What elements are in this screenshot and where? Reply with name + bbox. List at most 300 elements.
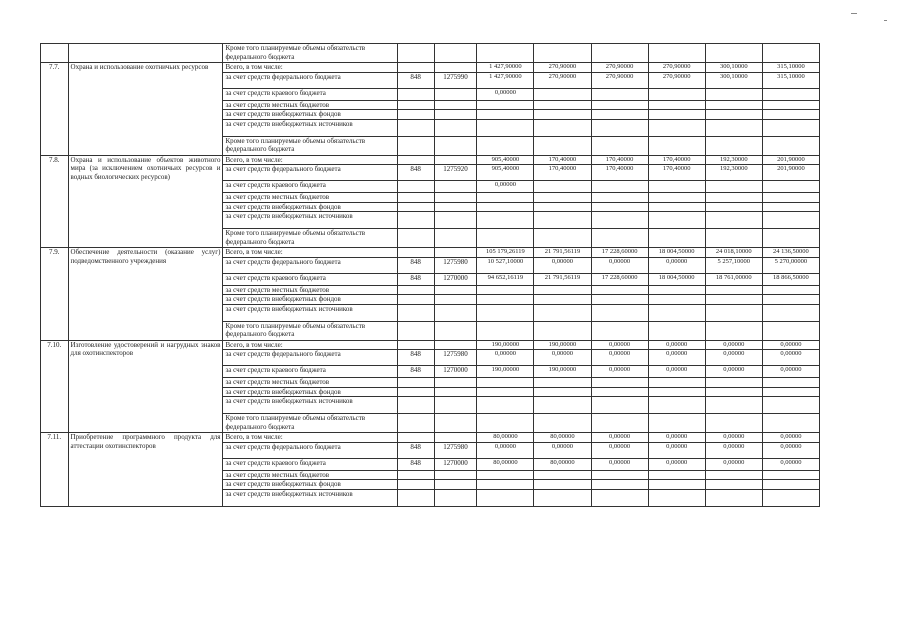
amount-cell: 5 270,00000 bbox=[762, 257, 819, 273]
kcsr-code: 1270000 bbox=[434, 273, 477, 285]
amount-cell bbox=[534, 295, 591, 305]
amount-cell: 0,00000 bbox=[534, 350, 591, 366]
amount-cell bbox=[762, 387, 819, 397]
row-number: 7.11. bbox=[41, 433, 69, 507]
amount-cell bbox=[477, 387, 534, 397]
amount-cell: 80,00000 bbox=[534, 433, 591, 443]
grbs-code bbox=[397, 212, 434, 229]
source-label: за счет средств краевого бюджета bbox=[223, 88, 397, 100]
grbs-code bbox=[397, 119, 434, 136]
amount-cell bbox=[762, 480, 819, 490]
kcsr-code bbox=[434, 119, 477, 136]
amount-cell bbox=[534, 321, 591, 340]
amount-cell: 0,00000 bbox=[534, 442, 591, 458]
grbs-code bbox=[397, 387, 434, 397]
amount-cell bbox=[534, 489, 591, 506]
amount-cell: 18 004,50000 bbox=[648, 273, 705, 285]
amount-cell: 0,00000 bbox=[762, 433, 819, 443]
amount-cell: 270,90000 bbox=[591, 72, 648, 88]
amount-cell: 190,00000 bbox=[534, 366, 591, 378]
amount-cell: 170,40000 bbox=[648, 165, 705, 181]
grbs-code bbox=[397, 340, 434, 350]
amount-cell: 270,90000 bbox=[534, 72, 591, 88]
amount-cell: 21 791,56119 bbox=[534, 273, 591, 285]
amount-cell bbox=[762, 44, 819, 63]
kcsr-code bbox=[434, 387, 477, 397]
amount-cell: 24 018,10000 bbox=[705, 248, 762, 258]
amount-cell bbox=[534, 202, 591, 212]
amount-cell bbox=[591, 304, 648, 321]
amount-cell bbox=[477, 212, 534, 229]
grbs-code bbox=[397, 480, 434, 490]
grbs-code bbox=[397, 155, 434, 165]
amount-cell bbox=[477, 202, 534, 212]
grbs-code bbox=[397, 110, 434, 120]
amount-cell: 0,00000 bbox=[762, 442, 819, 458]
source-label: за счет средств федерального бюджета bbox=[223, 165, 397, 181]
kcsr-code bbox=[434, 181, 477, 193]
amount-cell bbox=[762, 397, 819, 414]
kcsr-code bbox=[434, 136, 477, 155]
amount-cell: 94 652,16119 bbox=[477, 273, 534, 285]
amount-cell: 17 228,60000 bbox=[591, 248, 648, 258]
amount-cell bbox=[762, 304, 819, 321]
amount-cell: 18 004,50000 bbox=[648, 248, 705, 258]
grbs-code: 848 bbox=[397, 72, 434, 88]
amount-cell: 315,10000 bbox=[762, 63, 819, 73]
amount-cell bbox=[648, 304, 705, 321]
amount-cell bbox=[591, 397, 648, 414]
amount-cell bbox=[762, 88, 819, 100]
amount-cell bbox=[648, 202, 705, 212]
amount-cell bbox=[762, 414, 819, 433]
amount-cell bbox=[591, 387, 648, 397]
amount-cell: 190,00000 bbox=[534, 340, 591, 350]
kcsr-code bbox=[434, 321, 477, 340]
amount-cell bbox=[762, 181, 819, 193]
amount-cell: 0,00000 bbox=[648, 350, 705, 366]
amount-cell bbox=[762, 212, 819, 229]
kcsr-code bbox=[434, 202, 477, 212]
amount-cell bbox=[591, 285, 648, 295]
source-label: за счет средств федерального бюджета bbox=[223, 257, 397, 273]
source-label: за счет средств внебюджетных фондов bbox=[223, 202, 397, 212]
grbs-code bbox=[397, 88, 434, 100]
amount-cell: 0,00000 bbox=[591, 366, 648, 378]
amount-cell bbox=[534, 387, 591, 397]
amount-cell bbox=[591, 110, 648, 120]
amount-cell bbox=[477, 110, 534, 120]
amount-cell: 300,10000 bbox=[705, 63, 762, 73]
amount-cell bbox=[705, 321, 762, 340]
grbs-code bbox=[397, 193, 434, 203]
amount-cell: 105 179,26119 bbox=[477, 248, 534, 258]
amount-cell bbox=[705, 470, 762, 480]
amount-cell: 80,00000 bbox=[534, 458, 591, 470]
grbs-code: 848 bbox=[397, 458, 434, 470]
kcsr-code bbox=[434, 88, 477, 100]
amount-cell bbox=[477, 397, 534, 414]
source-label: Кроме того планируемые объемы обязательств федерального бюджета bbox=[223, 321, 397, 340]
amount-cell: 201,90000 bbox=[762, 165, 819, 181]
source-label: за счет средств внебюджетных фондов bbox=[223, 295, 397, 305]
amount-cell bbox=[591, 229, 648, 248]
amount-cell: 0,00000 bbox=[762, 366, 819, 378]
amount-cell: 18 761,00000 bbox=[705, 273, 762, 285]
grbs-code bbox=[397, 489, 434, 506]
amount-cell: 0,00000 bbox=[591, 433, 648, 443]
amount-cell: 190,00000 bbox=[477, 366, 534, 378]
grbs-code bbox=[397, 248, 434, 258]
kcsr-code bbox=[434, 433, 477, 443]
kcsr-code bbox=[434, 100, 477, 110]
amount-cell bbox=[648, 378, 705, 388]
amount-cell bbox=[534, 378, 591, 388]
kcsr-code bbox=[434, 295, 477, 305]
amount-cell bbox=[762, 110, 819, 120]
amount-cell bbox=[648, 100, 705, 110]
amount-cell bbox=[762, 470, 819, 480]
amount-cell bbox=[591, 378, 648, 388]
amount-cell bbox=[477, 470, 534, 480]
grbs-code: 848 bbox=[397, 273, 434, 285]
amount-cell: 0,00000 bbox=[534, 257, 591, 273]
amount-cell: 1 427,90000 bbox=[477, 63, 534, 73]
amount-cell: 0,00000 bbox=[477, 442, 534, 458]
kcsr-code bbox=[434, 212, 477, 229]
source-label: за счет средств краевого бюджета bbox=[223, 181, 397, 193]
amount-cell bbox=[762, 193, 819, 203]
amount-cell bbox=[762, 202, 819, 212]
amount-cell bbox=[591, 480, 648, 490]
amount-cell: 0,00000 bbox=[762, 458, 819, 470]
kcsr-code bbox=[434, 480, 477, 490]
amount-cell bbox=[705, 100, 762, 110]
grbs-code bbox=[397, 414, 434, 433]
amount-cell bbox=[477, 378, 534, 388]
source-label: за счет средств местных бюджетов bbox=[223, 100, 397, 110]
amount-cell: 170,40000 bbox=[648, 155, 705, 165]
amount-cell bbox=[591, 470, 648, 480]
grbs-code bbox=[397, 100, 434, 110]
amount-cell bbox=[534, 193, 591, 203]
amount-cell: 270,90000 bbox=[648, 63, 705, 73]
source-label: за счет средств внебюджетных источников bbox=[223, 212, 397, 229]
amount-cell: 905,40000 bbox=[477, 155, 534, 165]
kcsr-code bbox=[434, 414, 477, 433]
amount-cell bbox=[648, 470, 705, 480]
amount-cell: 170,40000 bbox=[591, 155, 648, 165]
amount-cell bbox=[648, 414, 705, 433]
amount-cell: 0,00000 bbox=[591, 257, 648, 273]
amount-cell bbox=[477, 119, 534, 136]
source-label: за счет средств местных бюджетов bbox=[223, 470, 397, 480]
amount-cell bbox=[705, 229, 762, 248]
kcsr-code bbox=[434, 248, 477, 258]
amount-cell bbox=[705, 136, 762, 155]
source-label: Всего, в том числе: bbox=[223, 340, 397, 350]
amount-cell bbox=[477, 480, 534, 490]
amount-cell bbox=[534, 119, 591, 136]
amount-cell bbox=[591, 119, 648, 136]
amount-cell: 18 866,50000 bbox=[762, 273, 819, 285]
amount-cell bbox=[705, 397, 762, 414]
amount-cell bbox=[477, 100, 534, 110]
amount-cell bbox=[648, 136, 705, 155]
amount-cell bbox=[648, 44, 705, 63]
amount-cell: 0,00000 bbox=[591, 442, 648, 458]
amount-cell: 0,00000 bbox=[648, 340, 705, 350]
source-label: за счет средств внебюджетных фондов bbox=[223, 110, 397, 120]
grbs-code bbox=[397, 181, 434, 193]
amount-cell bbox=[705, 110, 762, 120]
amount-cell bbox=[705, 285, 762, 295]
amount-cell: 170,40000 bbox=[534, 155, 591, 165]
amount-cell bbox=[648, 110, 705, 120]
amount-cell: 5 257,10000 bbox=[705, 257, 762, 273]
amount-cell: 24 136,50000 bbox=[762, 248, 819, 258]
amount-cell: 0,00000 bbox=[705, 366, 762, 378]
amount-cell bbox=[705, 212, 762, 229]
measure-name: Охрана и использование объектов животного мира (за исключением охотничьих ресурсов и водных биологических ресурсов) bbox=[68, 155, 223, 248]
amount-cell: 0,00000 bbox=[591, 340, 648, 350]
source-label: за счет средств внебюджетных источников bbox=[223, 489, 397, 506]
grbs-code bbox=[397, 304, 434, 321]
amount-cell: 10 527,10000 bbox=[477, 257, 534, 273]
amount-cell bbox=[648, 489, 705, 506]
amount-cell: 17 228,60000 bbox=[591, 273, 648, 285]
source-label: Всего, в том числе: bbox=[223, 248, 397, 258]
kcsr-code bbox=[434, 110, 477, 120]
amount-cell bbox=[477, 44, 534, 63]
kcsr-code bbox=[434, 229, 477, 248]
source-label: Всего, в том числе: bbox=[223, 63, 397, 73]
source-label: за счет средств внебюджетных источников bbox=[223, 304, 397, 321]
amount-cell: 0,00000 bbox=[705, 442, 762, 458]
amount-cell: 0,00000 bbox=[705, 340, 762, 350]
table-row bbox=[41, 340, 820, 350]
amount-cell bbox=[591, 321, 648, 340]
amount-cell bbox=[648, 285, 705, 295]
amount-cell bbox=[705, 193, 762, 203]
amount-cell bbox=[762, 229, 819, 248]
amount-cell bbox=[477, 285, 534, 295]
amount-cell: 0,00000 bbox=[648, 442, 705, 458]
amount-cell bbox=[534, 480, 591, 490]
table-row bbox=[41, 44, 820, 63]
row-number: 7.10. bbox=[41, 340, 69, 433]
kcsr-code bbox=[434, 489, 477, 506]
grbs-code bbox=[397, 397, 434, 414]
amount-cell bbox=[762, 489, 819, 506]
amount-cell bbox=[648, 193, 705, 203]
source-label: Кроме того планируемые объемы обязательств федерального бюджета bbox=[223, 136, 397, 155]
amount-cell: 0,00000 bbox=[477, 350, 534, 366]
amount-cell: 192,30000 bbox=[705, 165, 762, 181]
amount-cell bbox=[591, 193, 648, 203]
source-label: Всего, в том числе: bbox=[223, 433, 397, 443]
amount-cell: 80,00000 bbox=[477, 433, 534, 443]
amount-cell bbox=[591, 181, 648, 193]
grbs-code bbox=[397, 470, 434, 480]
amount-cell bbox=[534, 229, 591, 248]
amount-cell bbox=[534, 212, 591, 229]
amount-cell bbox=[705, 304, 762, 321]
grbs-code bbox=[397, 229, 434, 248]
amount-cell bbox=[477, 414, 534, 433]
amount-cell bbox=[648, 119, 705, 136]
amount-cell bbox=[477, 295, 534, 305]
amount-cell bbox=[648, 295, 705, 305]
amount-cell bbox=[705, 181, 762, 193]
table-row bbox=[41, 63, 820, 73]
amount-cell bbox=[534, 136, 591, 155]
amount-cell: 21 791,56119 bbox=[534, 248, 591, 258]
amount-cell: 0,00000 bbox=[648, 257, 705, 273]
row-number: 7.7. bbox=[41, 63, 69, 156]
amount-cell: 0,00000 bbox=[477, 181, 534, 193]
source-label: за счет средств федерального бюджета bbox=[223, 72, 397, 88]
amount-cell: 170,40000 bbox=[591, 165, 648, 181]
amount-cell bbox=[762, 295, 819, 305]
grbs-code bbox=[397, 136, 434, 155]
amount-cell: 0,00000 bbox=[648, 433, 705, 443]
amount-cell: 300,10000 bbox=[705, 72, 762, 88]
amount-cell bbox=[477, 193, 534, 203]
source-label: за счет средств местных бюджетов bbox=[223, 193, 397, 203]
amount-cell bbox=[648, 181, 705, 193]
amount-cell: 190,00000 bbox=[477, 340, 534, 350]
amount-cell: 270,90000 bbox=[591, 63, 648, 73]
kcsr-code bbox=[434, 63, 477, 73]
measure-name bbox=[68, 44, 223, 63]
amount-cell bbox=[477, 489, 534, 506]
amount-cell: 270,90000 bbox=[648, 72, 705, 88]
kcsr-code: 1275920 bbox=[434, 165, 477, 181]
kcsr-code bbox=[434, 193, 477, 203]
amount-cell bbox=[648, 88, 705, 100]
kcsr-code bbox=[434, 44, 477, 63]
amount-cell: 905,40000 bbox=[477, 165, 534, 181]
amount-cell: 0,00000 bbox=[762, 340, 819, 350]
source-label: Кроме того планируемые объемы обязательств федерального бюджета bbox=[223, 44, 397, 63]
grbs-code bbox=[397, 295, 434, 305]
kcsr-code: 1270000 bbox=[434, 366, 477, 378]
table-body bbox=[41, 44, 820, 507]
amount-cell bbox=[762, 119, 819, 136]
amount-cell bbox=[705, 480, 762, 490]
grbs-code bbox=[397, 285, 434, 295]
amount-cell: 201,90000 bbox=[762, 155, 819, 165]
grbs-code: 848 bbox=[397, 165, 434, 181]
amount-cell bbox=[591, 212, 648, 229]
amount-cell bbox=[477, 229, 534, 248]
amount-cell: 315,10000 bbox=[762, 72, 819, 88]
grbs-code bbox=[397, 378, 434, 388]
amount-cell bbox=[534, 414, 591, 433]
amount-cell: 0,00000 bbox=[762, 350, 819, 366]
measure-name: Приобретение программного продукта для аттестации охотинспекторов bbox=[68, 433, 223, 507]
amount-cell bbox=[705, 202, 762, 212]
measure-name: Охрана и использование охотничьих ресурсов bbox=[68, 63, 223, 156]
amount-cell bbox=[477, 136, 534, 155]
kcsr-code bbox=[434, 378, 477, 388]
amount-cell: 270,90000 bbox=[534, 63, 591, 73]
amount-cell bbox=[648, 212, 705, 229]
amount-cell bbox=[534, 470, 591, 480]
row-number bbox=[41, 44, 69, 63]
amount-cell: 192,30000 bbox=[705, 155, 762, 165]
source-label: Кроме того планируемые объемы обязательств федерального бюджета bbox=[223, 414, 397, 433]
amount-cell: 0,00000 bbox=[477, 88, 534, 100]
grbs-code bbox=[397, 44, 434, 63]
grbs-code: 848 bbox=[397, 257, 434, 273]
measure-name: Изготовление удостоверений и нагрудных знаков для охотинспекторов bbox=[68, 340, 223, 433]
kcsr-code bbox=[434, 155, 477, 165]
grbs-code bbox=[397, 63, 434, 73]
source-label: за счет средств внебюджетных фондов bbox=[223, 480, 397, 490]
amount-cell bbox=[648, 397, 705, 414]
scan-speck bbox=[851, 13, 857, 14]
amount-cell bbox=[705, 378, 762, 388]
source-label: за счет средств внебюджетных источников bbox=[223, 397, 397, 414]
amount-cell bbox=[534, 397, 591, 414]
table-row bbox=[41, 433, 820, 443]
amount-cell bbox=[591, 136, 648, 155]
kcsr-code: 1275980 bbox=[434, 442, 477, 458]
row-number: 7.8. bbox=[41, 155, 69, 248]
amount-cell bbox=[534, 88, 591, 100]
measure-name: Обеспечение деятельности (оказание услуг) подведомственного учреждения bbox=[68, 248, 223, 341]
amount-cell bbox=[762, 100, 819, 110]
amount-cell bbox=[534, 285, 591, 295]
amount-cell bbox=[591, 489, 648, 506]
amount-cell bbox=[705, 295, 762, 305]
amount-cell bbox=[591, 414, 648, 433]
kcsr-code bbox=[434, 340, 477, 350]
amount-cell: 170,40000 bbox=[534, 165, 591, 181]
amount-cell bbox=[762, 285, 819, 295]
source-label: за счет средств внебюджетных фондов bbox=[223, 387, 397, 397]
source-label: Всего, в том числе: bbox=[223, 155, 397, 165]
amount-cell: 80,00000 bbox=[477, 458, 534, 470]
kcsr-code: 1270000 bbox=[434, 458, 477, 470]
grbs-code: 848 bbox=[397, 442, 434, 458]
amount-cell bbox=[477, 321, 534, 340]
amount-cell bbox=[705, 387, 762, 397]
source-label: за счет средств краевого бюджета bbox=[223, 458, 397, 470]
source-label: Кроме того планируемые объемы обязательств федерального бюджета bbox=[223, 229, 397, 248]
amount-cell bbox=[534, 110, 591, 120]
grbs-code bbox=[397, 433, 434, 443]
row-number: 7.9. bbox=[41, 248, 69, 341]
amount-cell bbox=[648, 229, 705, 248]
kcsr-code bbox=[434, 397, 477, 414]
amount-cell bbox=[762, 378, 819, 388]
source-label: за счет средств местных бюджетов bbox=[223, 285, 397, 295]
scan-speck bbox=[884, 20, 887, 21]
amount-cell bbox=[591, 88, 648, 100]
amount-cell bbox=[705, 414, 762, 433]
source-label: за счет средств федерального бюджета bbox=[223, 442, 397, 458]
grbs-code: 848 bbox=[397, 350, 434, 366]
source-label: за счет средств федерального бюджета bbox=[223, 350, 397, 366]
kcsr-code: 1275990 bbox=[434, 72, 477, 88]
amount-cell: 0,00000 bbox=[705, 350, 762, 366]
source-label: за счет средств краевого бюджета bbox=[223, 273, 397, 285]
amount-cell bbox=[591, 202, 648, 212]
amount-cell bbox=[705, 489, 762, 506]
